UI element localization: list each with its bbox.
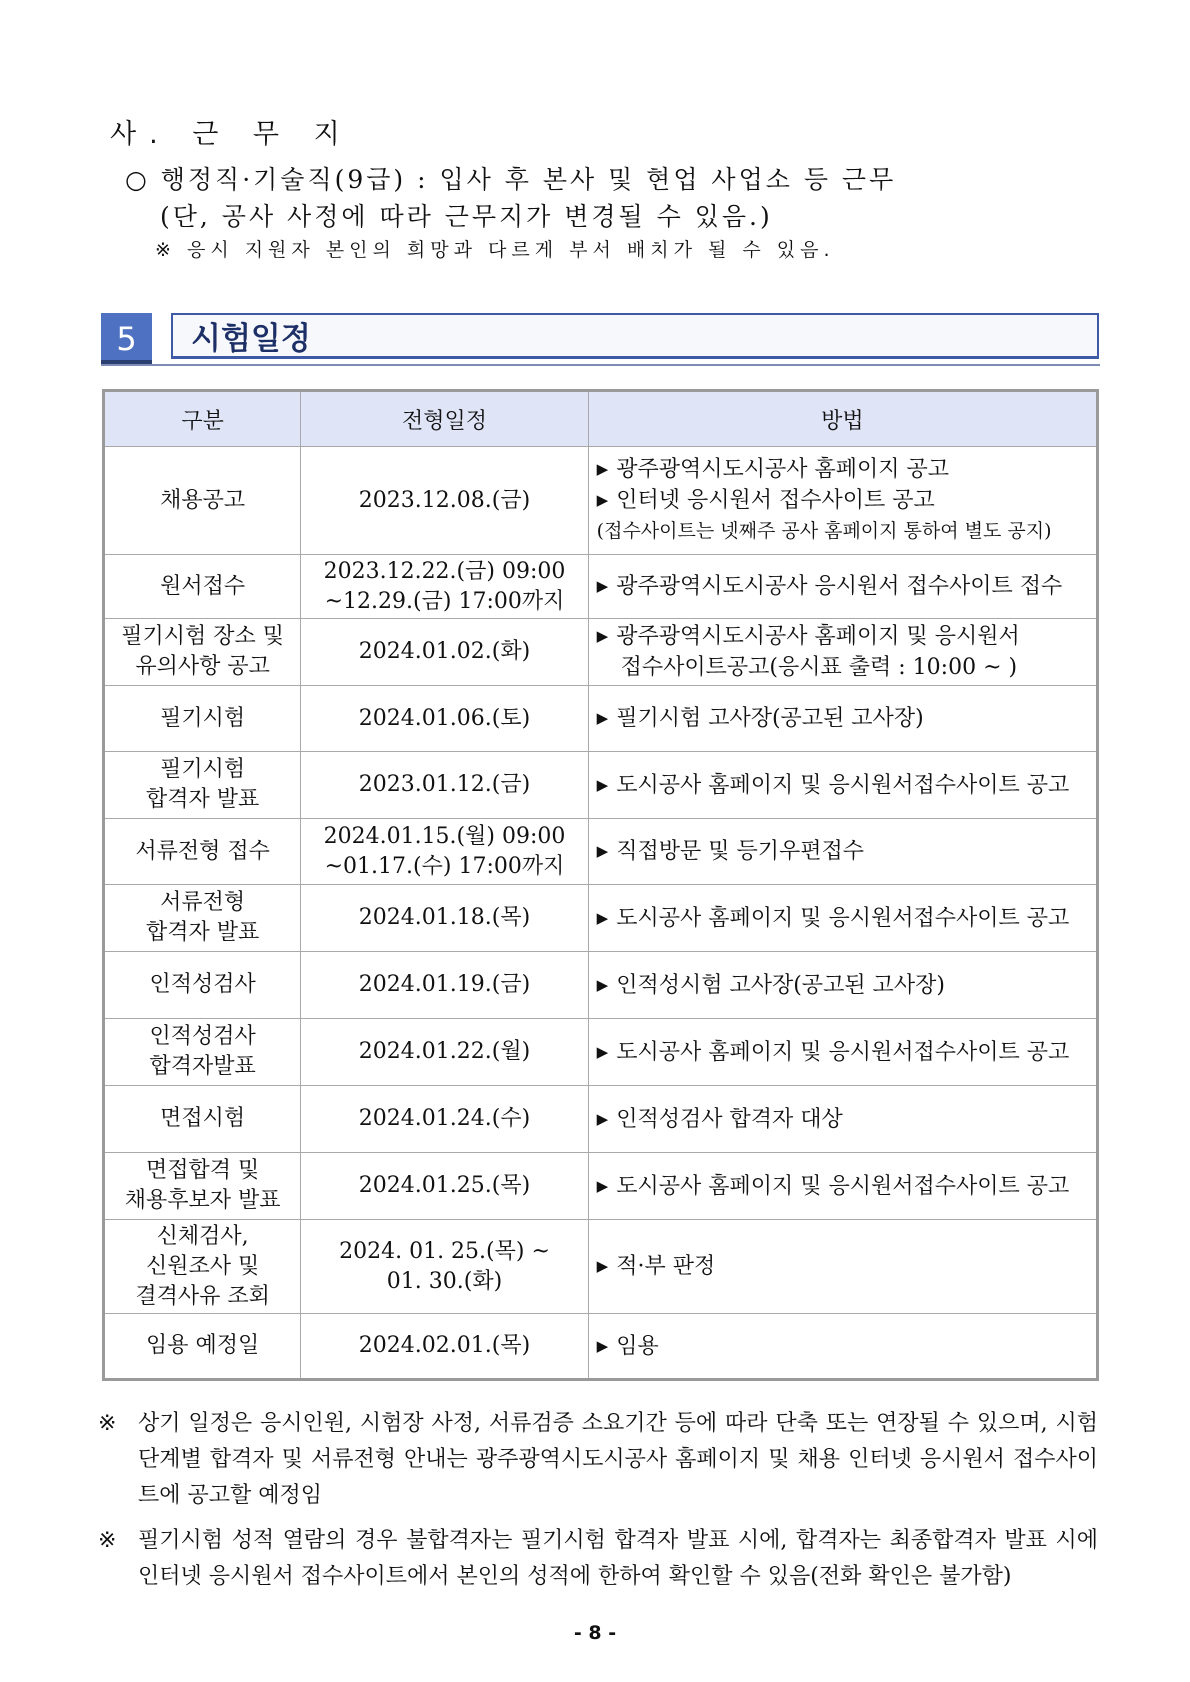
bullet-triangle-icon: ▶ bbox=[596, 709, 609, 727]
schedule-text: 2024.01.06.(토) bbox=[358, 705, 531, 731]
bullet-triangle-icon: ▶ bbox=[596, 1257, 609, 1275]
method-item bbox=[597, 621, 1096, 652]
method-item bbox=[597, 1251, 1096, 1282]
table-row bbox=[104, 1019, 1098, 1086]
schedule-text: ~01.17.(수) 17:00까지 bbox=[324, 853, 565, 879]
category-cell bbox=[104, 619, 301, 686]
method-item bbox=[597, 1171, 1096, 1202]
divider bbox=[101, 364, 1100, 366]
schedule-text: 2024.01.02.(화) bbox=[358, 639, 531, 664]
schedule-table bbox=[102, 389, 1099, 1381]
method-item bbox=[597, 903, 1096, 934]
schedule-cell bbox=[301, 686, 588, 752]
table-row bbox=[104, 447, 1098, 555]
method-text: 임용 bbox=[616, 1333, 659, 1359]
schedule-text: 2023.01.12.(금) bbox=[358, 772, 531, 797]
note-text: 상기 일정은 응시인원, 시험장 사정, 서류검증 소요기간 등에 따라 단축 또는 연장될 수 있으며, 시험 단계별 합격자 및 서류전형 안내는 광주광역시도시공사 홈페이지 및 채용 인터넷 응시원서 접수사이트에 공고할 예정임 bbox=[138, 1411, 1098, 1508]
header-category: 구분 bbox=[104, 391, 301, 447]
bullet-triangle-icon: ▶ bbox=[596, 1042, 609, 1061]
schedule-cell bbox=[301, 1019, 588, 1086]
schedule-text: 2024.01.18.(목) bbox=[358, 905, 531, 930]
schedule-text: 2024.01.15.(월) 09:00 bbox=[323, 823, 566, 849]
schedule-text: 2024. 01. 25.(목) ~ bbox=[339, 1238, 550, 1264]
method-text: 적·부 판정 bbox=[616, 1254, 716, 1279]
assignment-note: ※ 응시 지원자 본인의 희망과 다르게 부서 배치가 될 수 있음. bbox=[155, 239, 835, 261]
schedule-text: ~12.29.(금) 17:00까지 bbox=[324, 588, 565, 614]
bullet-triangle-icon: ▶ bbox=[596, 975, 609, 994]
method-cell bbox=[588, 619, 1097, 686]
category-text: 신체검사, bbox=[156, 1223, 249, 1249]
table-row bbox=[104, 1220, 1098, 1314]
method-cell bbox=[588, 1314, 1097, 1380]
category-text: 신원조사 및 bbox=[146, 1253, 260, 1279]
method-cell bbox=[588, 885, 1097, 952]
bullet-triangle-icon: ▶ bbox=[596, 1109, 609, 1128]
category-cell bbox=[104, 1019, 301, 1086]
category-text: 합격자 발표 bbox=[146, 787, 260, 812]
table-row bbox=[104, 1086, 1098, 1153]
method-continuation: 접수사이트공고(응시표 출력 : 10:00 ~ ) bbox=[620, 655, 1018, 680]
schedule-cell bbox=[301, 447, 588, 555]
table-row bbox=[104, 619, 1098, 686]
method-text: 도시공사 홈페이지 및 응시원서접수사이트 공고 bbox=[616, 1173, 1070, 1199]
category-cell bbox=[104, 555, 301, 619]
category-text: 유의사항 공고 bbox=[135, 654, 270, 679]
category-cell bbox=[104, 1153, 301, 1220]
category-cell bbox=[104, 1314, 301, 1380]
section-number-badge: 5 bbox=[101, 313, 152, 364]
page-number: - 8 - bbox=[573, 1622, 617, 1644]
method-cell bbox=[588, 447, 1097, 555]
section-title: 시험일정 bbox=[191, 321, 311, 357]
category-text: 합격자 발표 bbox=[146, 920, 260, 945]
schedule-cell bbox=[301, 819, 588, 885]
method-note: (접수사이트는 넷째주 공사 홈페이지 통하여 별도 공지) bbox=[596, 520, 1052, 542]
method-text: 직접방문 및 등기우편접수 bbox=[616, 839, 864, 864]
bullet-triangle-icon: ▶ bbox=[596, 908, 609, 927]
category-text: 서류전형 bbox=[160, 890, 246, 915]
category-text: 면접시험 bbox=[160, 1106, 246, 1131]
method-text: 광주광역시도시공사 홈페이지 및 응시원서 bbox=[616, 624, 1020, 649]
method-text: 도시공사 홈페이지 및 응시원서접수사이트 공고 bbox=[616, 905, 1070, 931]
method-text: 도시공사 홈페이지 및 응시원서접수사이트 공고 bbox=[616, 772, 1070, 798]
category-text: 면접합격 및 bbox=[146, 1158, 260, 1183]
category-text: 채용공고 bbox=[160, 487, 246, 513]
category-text: 채용후보자 발표 bbox=[124, 1188, 281, 1213]
category-text: 임용 예정일 bbox=[146, 1333, 260, 1358]
method-cell bbox=[588, 752, 1097, 819]
category-cell bbox=[104, 1220, 301, 1314]
category-text: 결격사유 조회 bbox=[135, 1283, 270, 1309]
schedule-cell bbox=[301, 619, 588, 686]
category-text: 필기시험 bbox=[160, 757, 246, 782]
schedule-cell bbox=[301, 1314, 588, 1380]
schedule-text: 2024.01.24.(수) bbox=[358, 1106, 531, 1131]
schedule-text: 2024.02.01.(목) bbox=[358, 1333, 531, 1358]
method-cell bbox=[588, 686, 1097, 752]
table-row bbox=[104, 885, 1098, 952]
schedule-cell bbox=[301, 752, 588, 819]
table-row bbox=[104, 1153, 1098, 1220]
method-item bbox=[597, 970, 1096, 1001]
category-cell bbox=[104, 686, 301, 752]
schedule-cell bbox=[301, 1220, 588, 1314]
method-text: 광주광역시도시공사 홈페이지 공고 bbox=[616, 457, 949, 482]
schedule-text: 2024.01.22.(월) bbox=[358, 1039, 531, 1064]
method-cell bbox=[588, 819, 1097, 885]
category-cell bbox=[104, 952, 301, 1019]
header-method: 방법 bbox=[588, 391, 1097, 447]
category-text: 인적성검사 bbox=[149, 1024, 256, 1049]
reference-mark: ※ bbox=[98, 1528, 117, 1553]
category-cell bbox=[104, 819, 301, 885]
method-cell bbox=[588, 952, 1097, 1019]
category-text: 합격자발표 bbox=[149, 1054, 256, 1079]
bullet-triangle-icon: ▶ bbox=[596, 577, 609, 595]
schedule-cell bbox=[301, 555, 588, 619]
bullet-triangle-icon: ▶ bbox=[596, 491, 609, 509]
method-item bbox=[597, 1331, 1096, 1362]
schedule-cell bbox=[301, 1153, 588, 1220]
method-item bbox=[597, 485, 1096, 516]
method-item bbox=[597, 571, 1096, 602]
table-row bbox=[104, 686, 1098, 752]
method-item bbox=[597, 703, 1096, 734]
bullet-triangle-icon: ▶ bbox=[596, 1336, 609, 1355]
method-text: 인적성검사 합격자 대상 bbox=[616, 1106, 843, 1132]
workplace-note: (단, 공사 사정에 따라 근무지가 변경될 수 있음.) bbox=[160, 202, 773, 231]
reference-mark: ※ bbox=[98, 1411, 117, 1436]
method-cell bbox=[588, 1019, 1097, 1086]
header-schedule: 전형일정 bbox=[301, 391, 588, 447]
table-row bbox=[104, 752, 1098, 819]
category-text: 필기시험 장소 및 bbox=[121, 624, 285, 649]
schedule-text: 2023.12.22.(금) 09:00 bbox=[323, 558, 566, 584]
category-cell bbox=[104, 885, 301, 952]
table-row bbox=[104, 1314, 1098, 1380]
category-cell bbox=[104, 1086, 301, 1153]
method-item bbox=[597, 1104, 1096, 1135]
schedule-text: 2024.01.25.(목) bbox=[358, 1173, 531, 1198]
category-cell bbox=[104, 752, 301, 819]
note-text: 필기시험 성적 열람의 경우 불합격자는 필기시험 합격자 발표 시에, 합격자는 최종합격자 발표 시에 인터넷 응시원서 접수사이트에서 본인의 성적에 한하여 확인할 수 있음(전화 확인은 불가함) bbox=[138, 1528, 1098, 1589]
method-cell bbox=[588, 1153, 1097, 1220]
table-row bbox=[104, 819, 1098, 885]
method-text: 도시공사 홈페이지 및 응시원서접수사이트 공고 bbox=[616, 1039, 1070, 1065]
table-row bbox=[104, 952, 1098, 1019]
table-row bbox=[104, 555, 1098, 619]
note-1 bbox=[98, 1406, 1098, 1514]
method-cell bbox=[588, 555, 1097, 619]
method-item bbox=[597, 770, 1096, 801]
category-cell bbox=[104, 447, 301, 555]
category-text: 필기시험 bbox=[160, 705, 246, 731]
section-title-box bbox=[171, 313, 1099, 359]
section-heading: 사. 근 무 지 bbox=[110, 119, 353, 150]
schedule-cell bbox=[301, 1086, 588, 1153]
method-item bbox=[597, 836, 1096, 867]
bullet-triangle-icon: ▶ bbox=[596, 627, 609, 645]
schedule-text: 2023.12.08.(금) bbox=[358, 487, 531, 513]
method-cell bbox=[588, 1086, 1097, 1153]
category-text: 원서접수 bbox=[160, 573, 246, 599]
category-text: 서류전형 접수 bbox=[135, 838, 270, 864]
schedule-text: 01. 30.(화) bbox=[386, 1268, 503, 1294]
method-item bbox=[597, 1037, 1096, 1068]
method-cell bbox=[588, 1220, 1097, 1314]
schedule-cell bbox=[301, 952, 588, 1019]
bullet-triangle-icon: ▶ bbox=[596, 842, 609, 860]
category-text: 인적성검사 bbox=[149, 972, 256, 997]
method-text: 필기시험 고사장(공고된 고사장) bbox=[616, 706, 924, 731]
workplace-line: ○ 행정직·기술직(9급) : 입사 후 본사 및 현업 사업소 등 근무 bbox=[125, 165, 897, 194]
bullet-triangle-icon: ▶ bbox=[596, 1176, 609, 1195]
method-item bbox=[597, 454, 1096, 485]
schedule-cell bbox=[301, 885, 588, 952]
bullet-triangle-icon: ▶ bbox=[596, 775, 609, 794]
bullet-triangle-icon: ▶ bbox=[596, 460, 609, 478]
method-text: 인터넷 응시원서 접수사이트 공고 bbox=[616, 488, 935, 513]
method-text: 광주광역시도시공사 응시원서 접수사이트 접수 bbox=[616, 574, 1063, 599]
method-text: 인적성시험 고사장(공고된 고사장) bbox=[616, 972, 945, 998]
note-2 bbox=[98, 1523, 1098, 1595]
schedule-text: 2024.01.19.(금) bbox=[358, 972, 531, 997]
table-header-row bbox=[104, 391, 1098, 447]
